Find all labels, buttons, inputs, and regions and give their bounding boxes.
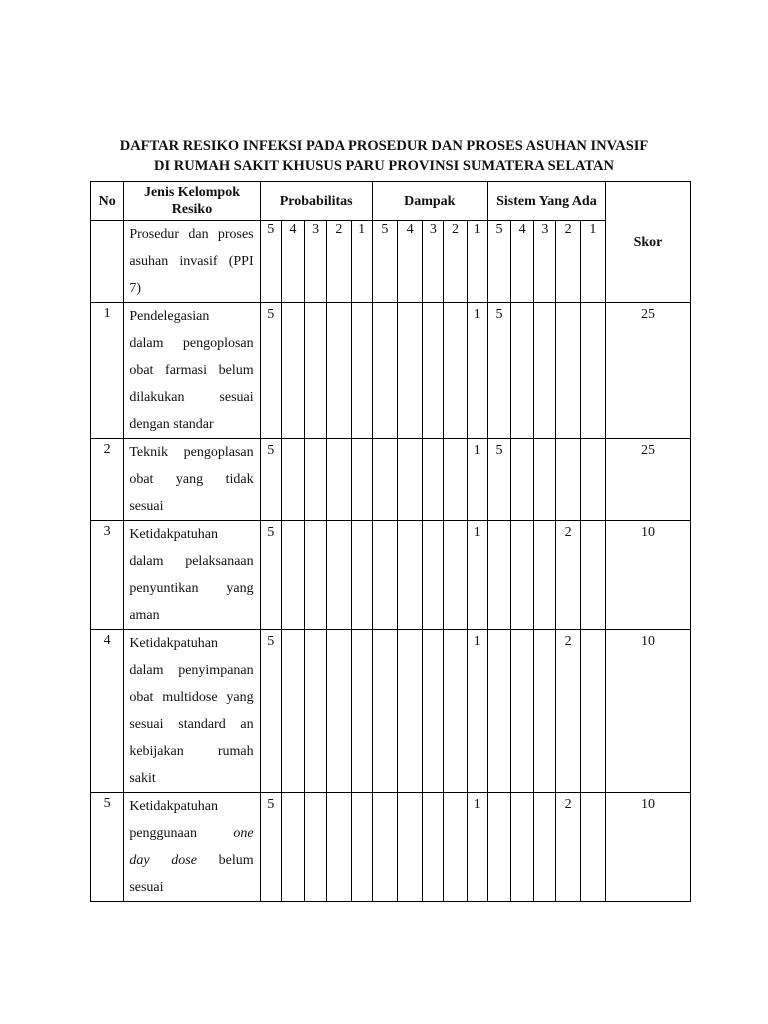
- document-title: [0, 136, 768, 176]
- risk-text-line: Teknik pengoplasan: [129, 445, 254, 460]
- probabilitas-cell: [281, 521, 304, 630]
- dampak-cell: [423, 793, 444, 902]
- sistem-cell: 5: [487, 303, 510, 439]
- sistem-cell: [487, 521, 510, 630]
- dampak-cell: [423, 630, 444, 793]
- probabilitas-cell: [351, 793, 372, 902]
- probabilitas-cell: [281, 793, 304, 902]
- title-line-1: DAFTAR RESIKO INFEKSI PADA PROSEDUR DAN PROSES ASUHAN INVASIF: [119, 138, 649, 154]
- risk-description: [124, 630, 260, 793]
- probabilitas-cell: [305, 630, 327, 793]
- sistem-cell: [534, 439, 556, 521]
- sistem-cell: [511, 793, 534, 902]
- dampak-cell: [372, 439, 397, 521]
- risk-text-line: dalam pengoplosan: [129, 336, 254, 351]
- header-sistem: Sistem Yang Ada: [487, 182, 605, 221]
- scale-label: 1: [580, 221, 605, 303]
- dampak-cell: [423, 303, 444, 439]
- risk-text-line: penggunaan one: [129, 826, 254, 841]
- risk-text-line: dalam penyimpanan: [129, 663, 254, 678]
- sistem-cell: [534, 521, 556, 630]
- dampak-cell: [397, 303, 422, 439]
- sistem-cell: [556, 303, 580, 439]
- sistem-cell: [487, 793, 510, 902]
- risk-text-line: obat multidose yang: [129, 690, 254, 705]
- header-skor: Skor: [606, 182, 691, 303]
- dampak-cell: 1: [467, 303, 487, 439]
- risk-text-line: obat yang tidak: [129, 472, 254, 487]
- scale-label: 2: [327, 221, 351, 303]
- table-row: [91, 521, 691, 630]
- risk-description: [124, 439, 260, 521]
- scale-label: 4: [281, 221, 304, 303]
- dampak-cell: [372, 303, 397, 439]
- category-no-cell: [91, 221, 124, 303]
- sistem-cell: 2: [556, 793, 580, 902]
- dampak-cell: [397, 521, 422, 630]
- sistem-cell: [580, 793, 605, 902]
- probabilitas-cell: [351, 630, 372, 793]
- risk-description: [124, 521, 260, 630]
- category-label: [124, 221, 260, 303]
- scale-label: 5: [372, 221, 397, 303]
- risk-text-line: day dose belum: [129, 853, 254, 868]
- sistem-cell: [534, 793, 556, 902]
- row-number: 3: [91, 521, 124, 630]
- risk-table: [90, 181, 691, 902]
- dampak-cell: 1: [467, 793, 487, 902]
- probabilitas-cell: [305, 793, 327, 902]
- risk-text-line: aman: [129, 608, 160, 623]
- scale-label: 5: [260, 221, 281, 303]
- risk-text-line: sesuai: [129, 880, 164, 895]
- probabilitas-cell: 5: [260, 630, 281, 793]
- sistem-cell: [556, 439, 580, 521]
- risk-text-line: dalam pelaksanaan: [129, 554, 254, 569]
- risk-text-line: Ketidakpatuhan: [129, 636, 218, 651]
- probabilitas-cell: [305, 439, 327, 521]
- header-row: [91, 182, 691, 221]
- risk-text-line: sesuai standard an: [129, 717, 254, 732]
- row-number: 4: [91, 630, 124, 793]
- sistem-cell: [580, 439, 605, 521]
- scale-label: 2: [556, 221, 580, 303]
- scale-label: 3: [305, 221, 327, 303]
- skor-value: 10: [606, 630, 691, 793]
- risk-text-line: Pendelegasian: [129, 309, 210, 324]
- risk-description: [124, 303, 260, 439]
- sistem-cell: [511, 630, 534, 793]
- probabilitas-cell: [327, 439, 351, 521]
- sistem-cell: [534, 630, 556, 793]
- row-number: 2: [91, 439, 124, 521]
- scale-label: 2: [444, 221, 467, 303]
- dampak-cell: [423, 439, 444, 521]
- scale-label: 4: [397, 221, 422, 303]
- scale-label: 5: [487, 221, 510, 303]
- probabilitas-cell: [281, 303, 304, 439]
- probabilitas-cell: [281, 439, 304, 521]
- dampak-cell: [397, 793, 422, 902]
- probabilitas-cell: [305, 303, 327, 439]
- risk-text-line: Ketidakpatuhan: [129, 799, 218, 814]
- probabilitas-cell: [305, 521, 327, 630]
- dampak-cell: [372, 521, 397, 630]
- header-jenis: Jenis Kelompok Resiko: [124, 182, 260, 221]
- risk-text-line: asuhan invasif (PPI: [129, 254, 254, 269]
- probabilitas-cell: [281, 630, 304, 793]
- sistem-cell: 5: [487, 439, 510, 521]
- probabilitas-cell: 5: [260, 439, 281, 521]
- scale-label: 3: [534, 221, 556, 303]
- title-line-2: DI RUMAH SAKIT KHUSUS PARU PROVINSI SUMATERA SELATAN: [154, 158, 614, 174]
- header-probabilitas: Probabilitas: [260, 182, 372, 221]
- risk-text-line: dengan standar: [129, 417, 214, 432]
- probabilitas-cell: [351, 521, 372, 630]
- skor-value: 25: [606, 439, 691, 521]
- risk-text-line: penyuntikan yang: [129, 581, 254, 596]
- probabilitas-cell: [327, 521, 351, 630]
- scale-label: 3: [423, 221, 444, 303]
- probabilitas-cell: [351, 303, 372, 439]
- risk-text-line: 7): [129, 281, 141, 296]
- sistem-cell: [511, 439, 534, 521]
- probabilitas-cell: 5: [260, 521, 281, 630]
- dampak-cell: [397, 439, 422, 521]
- dampak-cell: [372, 793, 397, 902]
- sistem-cell: [511, 521, 534, 630]
- risk-text-line: sakit: [129, 771, 156, 786]
- dampak-cell: [444, 521, 467, 630]
- table-row: [91, 303, 691, 439]
- probabilitas-cell: [327, 303, 351, 439]
- row-number: 1: [91, 303, 124, 439]
- dampak-cell: 1: [467, 630, 487, 793]
- scale-label: 4: [511, 221, 534, 303]
- scale-label: 1: [467, 221, 487, 303]
- probabilitas-cell: 5: [260, 793, 281, 902]
- row-number: 5: [91, 793, 124, 902]
- dampak-cell: [444, 630, 467, 793]
- sistem-cell: [511, 303, 534, 439]
- skor-value: 25: [606, 303, 691, 439]
- dampak-cell: [444, 793, 467, 902]
- dampak-cell: 1: [467, 439, 487, 521]
- risk-text-line: sesuai: [129, 499, 164, 514]
- scale-label: 1: [351, 221, 372, 303]
- risk-text-line: kebijakan rumah: [129, 744, 254, 759]
- skor-value: 10: [606, 793, 691, 902]
- risk-description: [124, 793, 260, 902]
- probabilitas-cell: [327, 793, 351, 902]
- header-dampak: Dampak: [372, 182, 487, 221]
- sistem-cell: 2: [556, 521, 580, 630]
- table-row: [91, 793, 691, 902]
- dampak-cell: [372, 630, 397, 793]
- sistem-cell: [580, 521, 605, 630]
- sistem-cell: [580, 303, 605, 439]
- sistem-cell: [534, 303, 556, 439]
- sistem-cell: [487, 630, 510, 793]
- skor-value: 10: [606, 521, 691, 630]
- probabilitas-cell: [351, 439, 372, 521]
- category-row: [91, 221, 691, 303]
- risk-text-line: obat farmasi belum: [129, 363, 254, 378]
- dampak-cell: 1: [467, 521, 487, 630]
- header-no: No: [91, 182, 124, 221]
- dampak-cell: [444, 439, 467, 521]
- risk-text-line: Ketidakpatuhan: [129, 527, 218, 542]
- sistem-cell: 2: [556, 630, 580, 793]
- risk-text-line: dilakukan sesuai: [129, 390, 254, 405]
- sistem-cell: [580, 630, 605, 793]
- risk-text-line: Prosedur dan proses: [129, 227, 254, 242]
- dampak-cell: [444, 303, 467, 439]
- dampak-cell: [397, 630, 422, 793]
- table-row: [91, 439, 691, 521]
- table-row: [91, 630, 691, 793]
- dampak-cell: [423, 521, 444, 630]
- probabilitas-cell: [327, 630, 351, 793]
- probabilitas-cell: 5: [260, 303, 281, 439]
